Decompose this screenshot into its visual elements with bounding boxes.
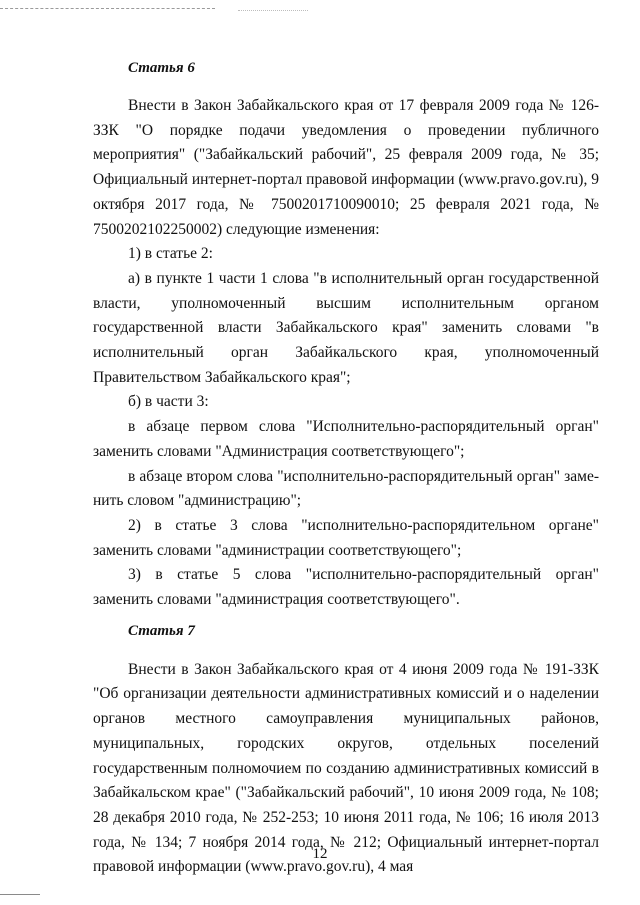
article-6-paragraph: 1) в статье 2: bbox=[128, 245, 213, 263]
scan-artifact-line bbox=[0, 8, 215, 9]
page-number: 12 bbox=[312, 846, 328, 862]
article-6-heading: Статья 6 bbox=[128, 60, 195, 76]
article-7-heading: Статья 7 bbox=[128, 622, 195, 639]
article-6-paragraph: б) в части 3: bbox=[128, 393, 209, 411]
scan-artifact-dots bbox=[238, 10, 308, 15]
article-6-paragraph: 3) в статье 5 слова "исполнительно-распорядительный орган" заменить словами "администрация соответствующего". bbox=[93, 566, 599, 609]
article-6-paragraph: а) в пункте 1 части 1 слова "в исполнительный орган государственной власти, уполномоченный высшим исполнительным органом государственной власти Забайкальского края" заменить словами "в исполнительный орган Забайкальского края, уполномоченный Правительством Забайкальского края"; bbox=[93, 269, 599, 386]
article-6-paragraph: Внести в Закон Забайкальского края от 17 февраля 2009 года № 126-ЗЗК "О порядке подачи уведомления о проведении публичного мероприятия" ("Забайкальский рабочий", 25 февраля 2009 года, № 35; Официальный интернет-портал правовой информации (www.pravo.gov.ru), 9 октября 2017 года, № 7500201710090010; 25 февраля 2021 года, № 7500202102250002) следующие изменения: bbox=[93, 97, 599, 238]
scan-artifact-line bbox=[0, 894, 40, 895]
article-6-paragraph: в абзаце первом слова "Исполнительно-распорядительный орган" заменить словами "Администрация соответствующего"; bbox=[93, 418, 599, 460]
article-6-paragraph: в абзаце втором слова "исполнительно-распорядительный орган" заменить словом "администрацию"; bbox=[93, 467, 599, 510]
document-body bbox=[93, 58, 599, 880]
article-7-paragraph: Внести в Закон Забайкальского края от 4 июня 2009 года № 191-ЗЗК "Об организации деятельности административных комиссий и о наделении органов местного самоуправления муниципальных районов, муниципальных, городских округов, отдельных поселений государственным полномочием по созданию административных комиссий в Забайкальском крае" ("Забайкальский рабочий", 10 июня 2009 года, № 108; 28 декабря 2010 года, № 252-253; 10 июня 2011 года, № 106; 16 июля 2013 года, № 134; 7 ноября 2014 года, № 212; Официальный интернет-портал правовой информации (www.pravo.gov.ru), 4 мая bbox=[93, 660, 599, 876]
article-6-paragraph: 2) в статье 3 слова "исполнительно-распорядительном органе" заменить словами "администрации соответствующего"; bbox=[93, 516, 599, 559]
